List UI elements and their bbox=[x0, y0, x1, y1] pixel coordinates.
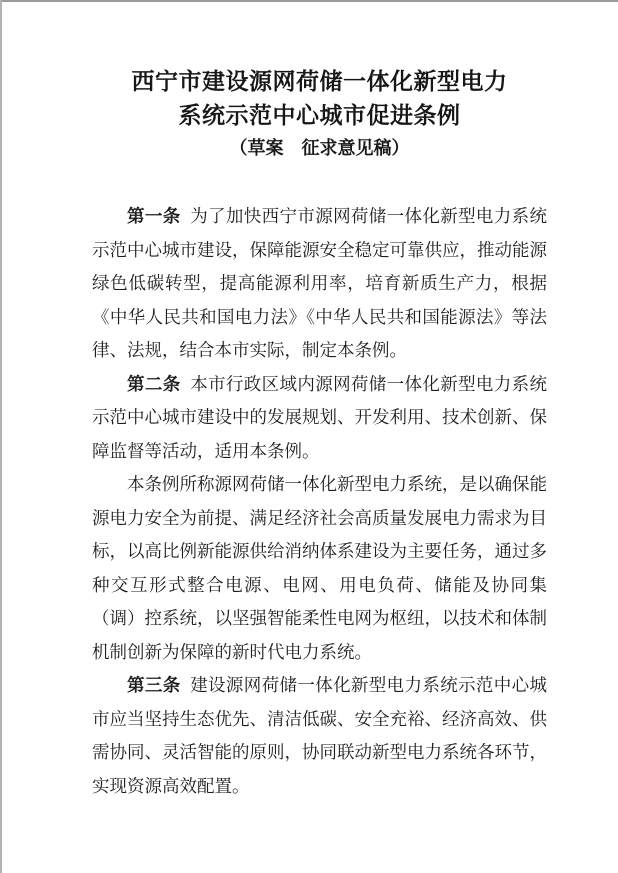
document-title-line-1: 西宁市建设源网荷储一体化新型电力 bbox=[131, 68, 508, 94]
article-paragraph bbox=[92, 669, 547, 803]
article-paragraph bbox=[92, 200, 547, 368]
document-content bbox=[92, 0, 547, 803]
document-title-line-2: 系统示范中心城市促进条例 bbox=[178, 102, 461, 128]
article-label: 第一条 bbox=[127, 206, 181, 226]
page-left-border bbox=[0, 0, 2, 873]
article-paragraph bbox=[92, 368, 547, 469]
article-label: 第三条 bbox=[127, 675, 181, 695]
article-text: 建设源网荷储一体化新型电力系统示范中心城市应当坚持生态优先、清洁低碳、安全充裕、经济高效、供需协同、灵活智能的原则，协同联动新型电力系统各环节，实现资源高效配置。 bbox=[92, 675, 548, 796]
article-label: 第二条 bbox=[127, 373, 181, 394]
document-title bbox=[92, 64, 547, 132]
article-text: 为了加快西宁市源网荷储一体化新型电力系统示范中心城市建设，保障能源安全稳定可靠供应，推动能源绿色低碳转型，提高能源利用率，培育新质生产力，根据《中华人民共和国电力法》《中华人民共和国能源法》等法律、法规，结合本市实际，制定本条例。 bbox=[92, 206, 548, 360]
document-subtitle: （草案 征求意见稿） bbox=[229, 138, 410, 158]
document-body bbox=[92, 200, 547, 803]
article-text: 本市行政区域内源网荷储一体化新型电力系统示范中心城市建设中的发展规划、开发利用、技术创新、保障监督等活动，适用本条例。 bbox=[92, 373, 548, 461]
article-paragraph bbox=[92, 468, 547, 669]
article-text: 本条例所称源网荷储一体化新型电力系统，是以确保能源电力安全为前提、满足经济社会高质量发展电力需求为目标，以高比例新能源供给消纳体系建设为主要任务，通过多种交互形式整合电源、电网、用电负荷、储能及协同集（调）控系统，以坚强智能柔性电网为枢纽，以技术和体制机制创新为保障的新时代电力系统。 bbox=[92, 474, 547, 662]
